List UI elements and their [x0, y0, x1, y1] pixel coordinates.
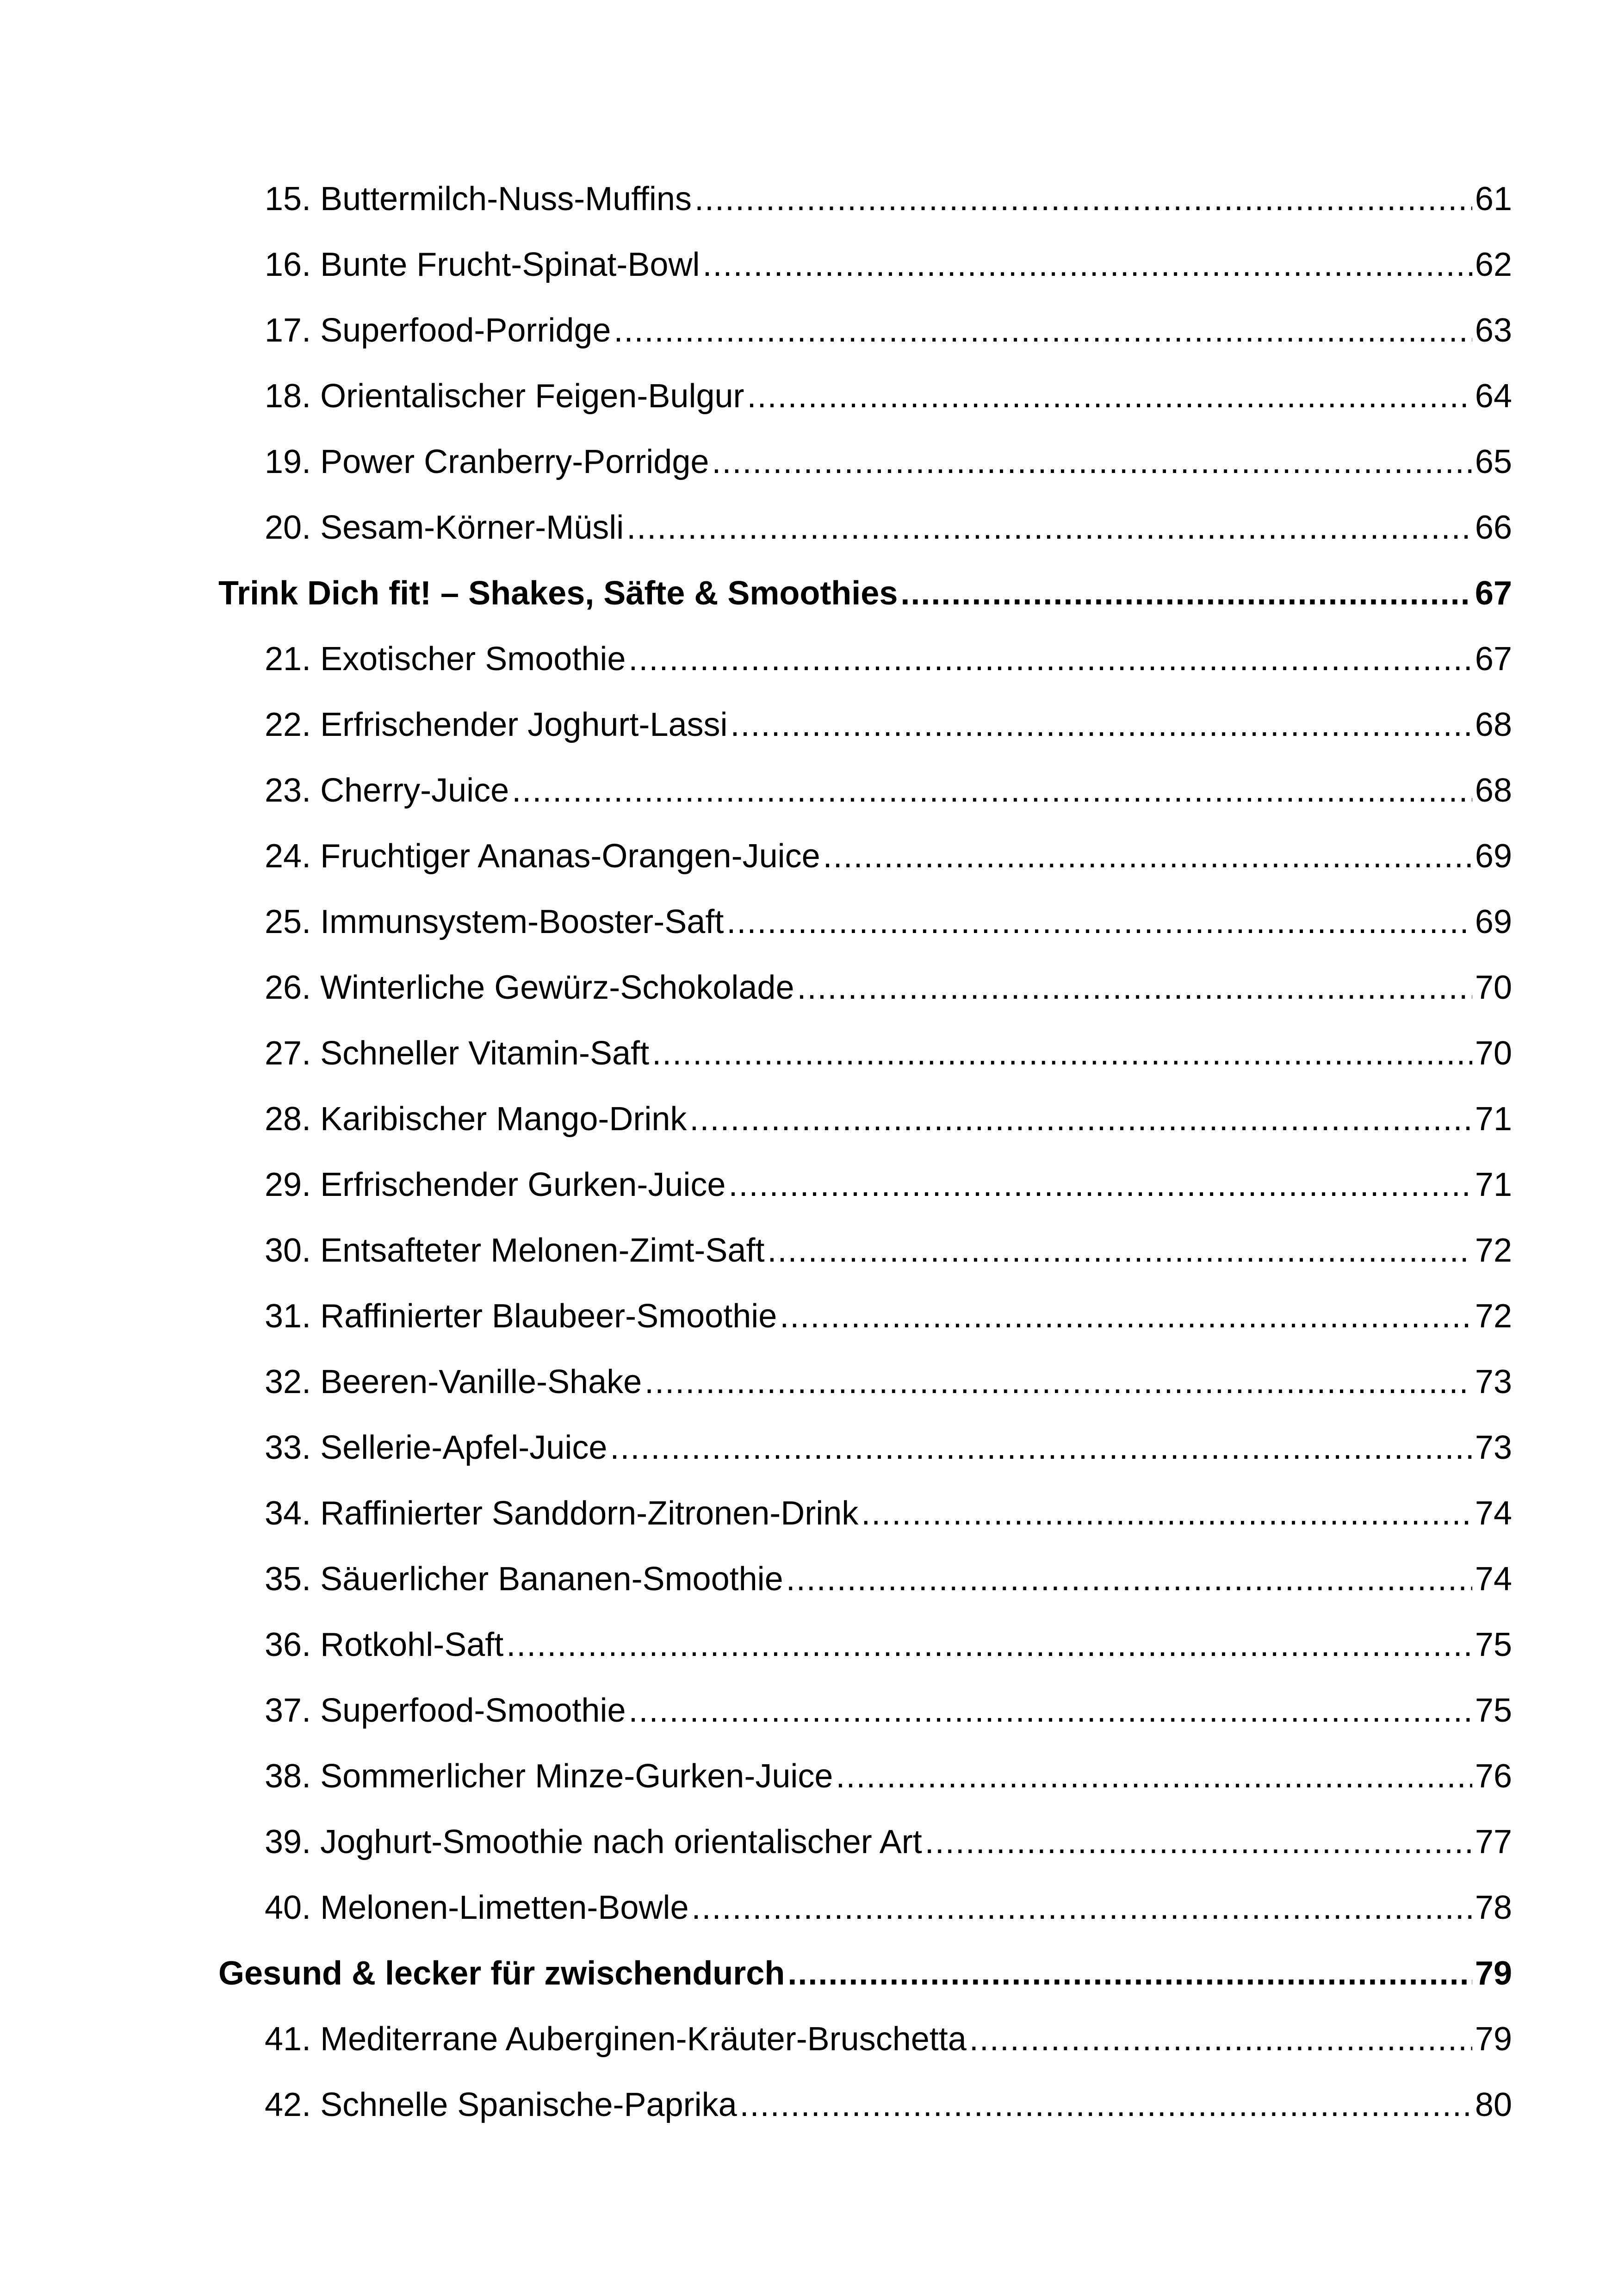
toc-entry[interactable] [265, 1413, 1512, 1464]
toc-entry-page: 79 [1475, 2021, 1512, 2058]
toc-entry[interactable] [265, 1676, 1512, 1727]
toc-section-heading[interactable] [218, 559, 1512, 610]
toc-entry-title: 26. Winterliche Gewürz-Schokolade [265, 969, 794, 1006]
toc-entry-page: 73 [1475, 1363, 1512, 1400]
toc-entry-page: 62 [1475, 246, 1512, 283]
toc-entry-page: 75 [1475, 1692, 1512, 1729]
dot-leader [787, 1957, 1472, 1990]
dot-leader [689, 1102, 1472, 1136]
dot-leader [767, 1234, 1472, 1267]
dot-leader [626, 511, 1472, 544]
dot-leader [610, 1431, 1472, 1464]
dot-leader [780, 1300, 1472, 1333]
toc-entry[interactable] [265, 953, 1512, 1004]
toc-entry-title: 39. Joghurt-Smoothie nach orientalischer Art [265, 1823, 922, 1860]
toc-entry-title: 24. Fruchtiger Ananas-Orangen-Juice [265, 838, 820, 875]
dot-leader [702, 248, 1472, 281]
toc-entry[interactable] [265, 1545, 1512, 1596]
dot-leader [747, 380, 1472, 413]
toc-entry-title: 38. Sommerlicher Minze-Gurken-Juice [265, 1758, 833, 1795]
toc-entry-page: 77 [1475, 1823, 1512, 1860]
dot-leader [728, 1168, 1472, 1201]
toc-entry[interactable] [265, 428, 1512, 479]
toc-entry-page: 65 [1475, 443, 1512, 480]
toc-entry-title: 37. Superfood-Smoothie [265, 1692, 626, 1729]
toc-entry[interactable] [265, 1808, 1512, 1859]
dot-leader [512, 774, 1472, 807]
toc-entry-title: 20. Sesam-Körner-Müsli [265, 509, 624, 546]
toc-entry-title: 27. Schneller Vitamin-Saft [265, 1035, 650, 1072]
toc-entry-page: 72 [1475, 1232, 1512, 1269]
dot-leader [823, 840, 1472, 873]
toc-entry[interactable] [265, 1282, 1512, 1333]
toc-entry[interactable] [265, 691, 1512, 741]
toc-entry[interactable] [265, 1479, 1512, 1530]
dot-leader [694, 182, 1472, 216]
toc-entry[interactable] [265, 1085, 1512, 1136]
dot-leader [925, 1825, 1472, 1859]
dot-leader [726, 905, 1472, 939]
dot-leader [652, 1037, 1472, 1070]
toc-entry[interactable] [265, 1216, 1512, 1267]
toc-entry-title: 30. Entsafteter Melonen-Zimt-Saft [265, 1232, 765, 1269]
toc-entry-page: 72 [1475, 1298, 1512, 1335]
toc-entry[interactable] [265, 1611, 1512, 1661]
toc-entry-title: 33. Sellerie-Apfel-Juice [265, 1429, 608, 1466]
dot-leader [836, 1760, 1472, 1793]
toc-entry[interactable] [265, 822, 1512, 873]
toc-entry-page: 69 [1475, 903, 1512, 940]
toc-entry[interactable] [265, 493, 1512, 544]
toc-entry-title: 40. Melonen-Limetten-Bowle [265, 1889, 689, 1926]
toc-entry[interactable] [265, 1873, 1512, 1924]
toc-entry-page: 74 [1475, 1495, 1512, 1532]
dot-leader [861, 1497, 1472, 1530]
toc-entry-page: 78 [1475, 1889, 1512, 1926]
toc-section-title: Gesund & lecker für zwischendurch [218, 1955, 785, 1992]
toc-entry-page: 71 [1475, 1101, 1512, 1138]
toc-entry[interactable] [265, 1348, 1512, 1399]
toc-section-title: Trink Dich fit! – Shakes, Säfte & Smoothies [218, 575, 898, 612]
toc-entry[interactable] [265, 230, 1512, 281]
toc-entry[interactable] [265, 1151, 1512, 1201]
toc-entry-page: 64 [1475, 378, 1512, 415]
toc-entry-title: 31. Raffinierter Blaubeer-Smoothie [265, 1298, 777, 1335]
dot-leader [692, 1891, 1472, 1924]
toc-entry[interactable] [265, 2005, 1512, 2056]
dot-leader [712, 445, 1472, 479]
dot-leader [628, 642, 1472, 676]
toc-entry-page: 67 [1475, 641, 1512, 678]
toc-entry-title: 18. Orientalischer Feigen-Bulgur [265, 378, 744, 415]
toc-entry[interactable] [265, 625, 1512, 676]
toc-entry-title: 41. Mediterrane Auberginen-Kräuter-Bruschetta [265, 2021, 967, 2058]
dot-leader [645, 1365, 1472, 1399]
toc-entry-page: 61 [1475, 180, 1512, 218]
toc-entry-title: 42. Schnelle Spanische-Paprika [265, 2086, 737, 2123]
dot-leader [797, 971, 1472, 1004]
toc-entry-title: 35. Säuerlicher Bananen-Smoothie [265, 1561, 783, 1598]
toc-entry-page: 80 [1475, 2086, 1512, 2123]
toc-entry[interactable] [265, 1019, 1512, 1070]
toc-entry[interactable] [265, 1742, 1512, 1793]
toc-entry-title: 22. Erfrischender Joghurt-Lassi [265, 706, 728, 743]
toc-entry-page: 75 [1475, 1626, 1512, 1663]
toc-entry[interactable] [265, 888, 1512, 939]
toc-section-page: 67 [1475, 575, 1512, 612]
toc-entry-title: 23. Cherry-Juice [265, 772, 509, 809]
dot-leader [614, 314, 1472, 347]
toc-entry[interactable] [265, 2071, 1512, 2122]
toc-section-page: 79 [1475, 1955, 1512, 1992]
toc-entry[interactable] [265, 756, 1512, 807]
toc-entry-title: 29. Erfrischender Gurken-Juice [265, 1166, 726, 1203]
toc-entry-page: 63 [1475, 312, 1512, 349]
toc-entry-page: 66 [1475, 509, 1512, 546]
dot-leader [969, 2022, 1472, 2056]
dot-leader [786, 1562, 1472, 1596]
toc-entry-page: 70 [1475, 1035, 1512, 1072]
toc-entry-page: 68 [1475, 706, 1512, 743]
toc-entry-title: 21. Exotischer Smoothie [265, 641, 626, 678]
toc-entry-title: 15. Buttermilch-Nuss-Muffins [265, 180, 692, 218]
dot-leader [900, 577, 1472, 610]
toc-entry-title: 16. Bunte Frucht-Spinat-Bowl [265, 246, 700, 283]
dot-leader [629, 1694, 1472, 1727]
toc-entry-page: 74 [1475, 1561, 1512, 1598]
toc-entry-title: 32. Beeren-Vanille-Shake [265, 1363, 642, 1400]
toc-entry-title: 28. Karibischer Mango-Drink [265, 1101, 687, 1138]
toc-entry[interactable] [265, 362, 1512, 413]
toc-entry-page: 70 [1475, 969, 1512, 1006]
toc-entry-title: 17. Superfood-Porridge [265, 312, 611, 349]
toc-entry-title: 25. Immunsystem-Booster-Saft [265, 903, 724, 940]
toc-entry[interactable] [265, 165, 1512, 216]
toc-entry-page: 76 [1475, 1758, 1512, 1795]
toc-entry-title: 34. Raffinierter Sanddorn-Zitronen-Drink [265, 1495, 859, 1532]
toc-section-heading[interactable] [218, 1939, 1512, 1990]
dot-leader [730, 708, 1472, 741]
dot-leader [506, 1628, 1472, 1661]
toc-entry-page: 69 [1475, 838, 1512, 875]
toc-entry-page: 68 [1475, 772, 1512, 809]
toc-entry-title: 19. Power Cranberry-Porridge [265, 443, 709, 480]
toc-entry-page: 71 [1475, 1166, 1512, 1203]
toc-entry[interactable] [265, 296, 1512, 347]
toc-entry-title: 36. Rotkohl-Saft [265, 1626, 504, 1663]
toc-entry-page: 73 [1475, 1429, 1512, 1466]
dot-leader [740, 2088, 1472, 2122]
